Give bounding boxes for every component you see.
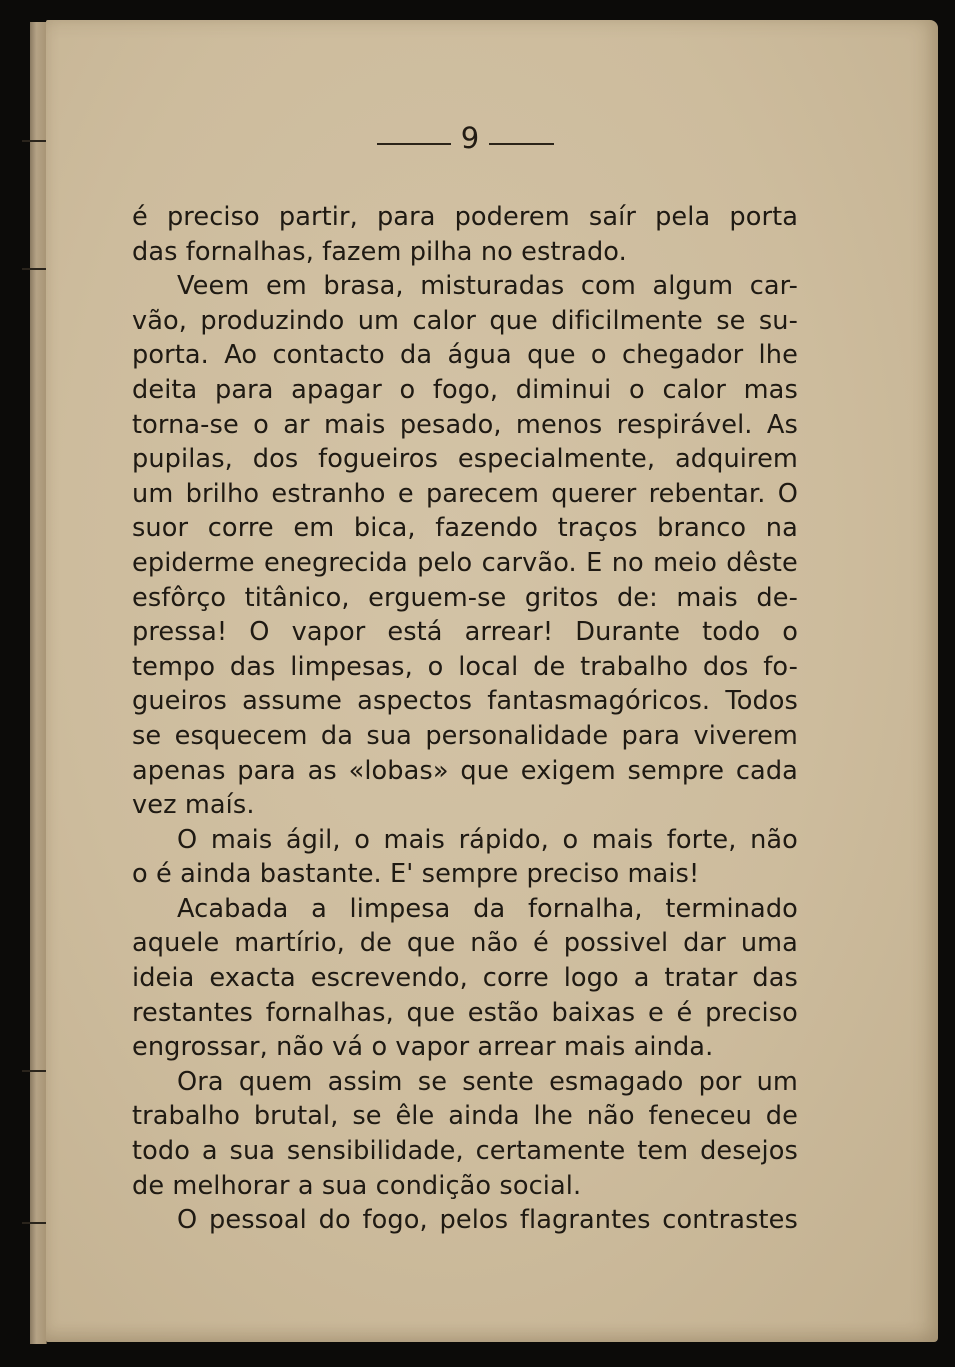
- text-word: logo: [563, 963, 619, 994]
- text-word: o: [562, 824, 579, 855]
- text-word: dar: [683, 928, 726, 959]
- text-line: o é ainda bastante. E' sempre preciso mais!: [132, 859, 700, 890]
- text-word: no: [611, 547, 644, 578]
- text-word: se: [716, 305, 746, 336]
- text-word: fogo,: [432, 374, 499, 405]
- text-line: engrossar, não vá o vapor arrear mais ainda.: [132, 1032, 714, 1063]
- text-word: está: [387, 617, 443, 648]
- text-line: [132, 477, 798, 512]
- text-word: de: [765, 1101, 798, 1132]
- text-word: apenas: [132, 755, 226, 786]
- text-line: [132, 926, 798, 961]
- text-word: se: [132, 720, 162, 751]
- text-word: da: [320, 720, 354, 751]
- text-word: ideia: [132, 963, 195, 994]
- text-word: rápido,: [458, 824, 549, 855]
- text-word: restantes: [132, 997, 253, 1028]
- text-word: deita: [132, 374, 198, 405]
- text-word: o: [399, 374, 416, 405]
- text-word: Todos: [725, 686, 798, 717]
- text-word: misturadas: [420, 271, 565, 302]
- text-word: dificilmente: [551, 305, 703, 336]
- text-word: branco: [657, 513, 747, 544]
- text-word: algum: [652, 271, 734, 302]
- text-word: o: [590, 340, 607, 371]
- text-word: para: [214, 374, 274, 405]
- text-word: corre: [482, 963, 549, 994]
- text-word: pressa!: [132, 617, 228, 648]
- book-spine: [30, 22, 47, 1344]
- text-word: gritos: [524, 582, 599, 613]
- text-word: de: [533, 651, 566, 682]
- text-word: limpesas,: [290, 651, 413, 682]
- text-word: gueiros: [132, 686, 227, 717]
- text-word: corre: [207, 513, 274, 544]
- page-sheet: [46, 20, 938, 1342]
- text-word: limpesa: [349, 893, 451, 924]
- text-word: ágil,: [285, 824, 341, 855]
- text-word: feneceu: [648, 1101, 752, 1132]
- text-word: calor: [412, 305, 476, 336]
- text-word: O: [777, 478, 798, 509]
- text-word: uma: [740, 928, 798, 959]
- text-word: titânico,: [244, 582, 350, 613]
- text-word: lhe: [533, 1101, 573, 1132]
- text-word: fazendo: [435, 513, 538, 544]
- text-word: pelos: [439, 1205, 509, 1236]
- text-word: pessoal: [209, 1205, 307, 1236]
- text-word: aquele: [132, 928, 220, 959]
- text-word: água: [447, 340, 512, 371]
- text-word: do: [318, 1205, 351, 1236]
- text-word: esquecem: [174, 720, 308, 751]
- text-line: [132, 1065, 798, 1100]
- text-word: O: [177, 1205, 198, 1236]
- text-word: a: [201, 1136, 218, 1167]
- text-line: [132, 996, 798, 1031]
- text-word: chegador: [622, 340, 744, 371]
- text-word: em: [265, 271, 307, 302]
- text-word: assume: [242, 686, 342, 717]
- text-word: personalidade: [425, 720, 609, 751]
- text-word: ar: [283, 409, 310, 440]
- body-text: [132, 200, 798, 1238]
- text-word: na: [765, 513, 798, 544]
- text-word: enegrecida: [263, 547, 408, 578]
- text-word: O: [249, 617, 270, 648]
- text-word: saír: [588, 202, 636, 232]
- text-word: para: [237, 755, 296, 786]
- text-word: um: [132, 478, 174, 509]
- text-word: que: [460, 755, 509, 786]
- text-word: mais: [676, 582, 738, 613]
- text-word: brilho: [185, 478, 260, 509]
- text-line: [132, 338, 798, 373]
- text-word: fogueiros: [318, 444, 439, 475]
- text-word: escrevendo,: [310, 963, 468, 994]
- text-word: especialmente,: [457, 444, 656, 475]
- text-word: calor: [662, 374, 726, 405]
- text-word: menos: [515, 409, 603, 440]
- text-word: local: [458, 651, 519, 682]
- text-word: suor: [132, 513, 189, 544]
- text-word: um: [756, 1066, 798, 1097]
- text-line: [132, 1099, 798, 1134]
- text-word: parecem: [425, 478, 540, 509]
- text-word: preciso: [705, 997, 798, 1028]
- text-word: contrastes: [662, 1205, 798, 1236]
- text-word: não: [750, 824, 798, 855]
- text-word: partir,: [278, 202, 358, 232]
- text-line: [132, 511, 798, 546]
- text-line: [132, 1134, 798, 1169]
- text-word: trabalho: [132, 1101, 240, 1132]
- text-word: porta: [729, 202, 798, 232]
- text-word: que: [527, 340, 576, 371]
- text-word: E: [586, 547, 603, 578]
- text-word: sempre: [627, 755, 725, 786]
- text-word: não: [470, 928, 519, 959]
- text-word: certamente: [475, 1136, 626, 1167]
- text-word: martírio,: [234, 928, 345, 959]
- text-line: [132, 823, 798, 858]
- text-word: e: [397, 478, 414, 509]
- text-word: dos: [252, 444, 299, 475]
- text-line: [132, 442, 798, 477]
- text-word: fogo,: [362, 1205, 428, 1236]
- text-word: pela: [655, 202, 711, 232]
- text-word: Ao: [224, 340, 258, 371]
- text-word: cada: [735, 755, 798, 786]
- text-word: da: [400, 340, 433, 371]
- text-line: [132, 615, 798, 650]
- text-word: o: [354, 824, 370, 855]
- text-word: esfôrço: [132, 582, 227, 613]
- text-word: pupilas,: [132, 444, 233, 475]
- text-word: mais: [591, 824, 654, 855]
- text-word: é: [132, 202, 148, 232]
- text-word: brasa,: [323, 271, 404, 302]
- text-line: [132, 546, 798, 581]
- text-word: é: [533, 928, 549, 959]
- text-word: Acabada: [177, 893, 289, 924]
- text-word: tratar: [664, 963, 738, 994]
- text-word: contacto: [272, 340, 385, 371]
- text-word: apagar: [291, 374, 382, 405]
- text-word: Veem: [177, 271, 250, 302]
- text-word: por: [698, 1066, 742, 1097]
- text-word: epiderme: [132, 547, 255, 578]
- text-word: sua: [366, 720, 412, 751]
- text-word: carvão.: [481, 547, 577, 578]
- text-word: todo: [702, 617, 761, 648]
- text-word: possivel: [563, 928, 669, 959]
- text-word: mais: [383, 824, 445, 855]
- text-word: trabalho: [580, 651, 689, 682]
- text-word: se: [417, 1066, 448, 1097]
- text-word: preciso: [166, 202, 260, 232]
- text-word: estão: [467, 997, 539, 1028]
- text-word: em: [293, 513, 335, 544]
- text-word: exacta: [209, 963, 296, 994]
- text-word: bica,: [353, 513, 416, 544]
- text-line: das fornalhas, fazem pilha no estrado.: [132, 236, 627, 267]
- text-word: se: [352, 1101, 382, 1132]
- text-word: O: [177, 824, 198, 855]
- text-word: pesado,: [399, 409, 502, 440]
- text-word: baixas: [551, 997, 636, 1028]
- text-word: a: [633, 963, 650, 994]
- text-word: assim: [327, 1066, 403, 1097]
- text-word: que: [406, 997, 456, 1028]
- text-word: porta.: [132, 340, 209, 371]
- text-word: erguem-se: [368, 582, 507, 613]
- text-word: flagrantes: [519, 1205, 651, 1236]
- page-header: [46, 118, 938, 158]
- text-word: fantasmagóricos.: [487, 686, 711, 717]
- text-word: não: [586, 1101, 635, 1132]
- text-word: de-: [756, 582, 798, 613]
- text-line: [132, 684, 798, 719]
- text-line: [132, 1203, 798, 1238]
- text-word: poderem: [454, 202, 570, 232]
- text-word: Durante: [575, 617, 681, 648]
- text-word: terminado: [665, 893, 798, 924]
- text-word: car-: [749, 271, 798, 302]
- text-line: [132, 200, 798, 235]
- text-word: ainda: [448, 1101, 520, 1132]
- text-word: brutal,: [253, 1101, 339, 1132]
- text-word: arrear!: [464, 617, 554, 648]
- text-word: sua: [229, 1136, 276, 1167]
- text-word: dos: [702, 651, 749, 682]
- text-word: vapor: [291, 617, 366, 648]
- text-word: «lobas»: [348, 755, 449, 786]
- text-word: esmagado: [549, 1066, 684, 1097]
- text-word: sente: [462, 1066, 534, 1097]
- text-word: fornalhas,: [265, 997, 394, 1028]
- text-line: vez maís.: [132, 790, 255, 821]
- text-word: o: [782, 617, 798, 648]
- text-word: mais: [324, 409, 386, 440]
- text-word: mas: [743, 374, 798, 405]
- text-word: su-: [758, 305, 798, 336]
- text-word: é: [676, 997, 693, 1028]
- text-word: da: [473, 893, 506, 924]
- text-word: de:: [616, 582, 658, 613]
- text-word: das: [229, 651, 276, 682]
- text-line: [132, 408, 798, 443]
- text-word: o: [427, 651, 444, 682]
- text-word: tem: [637, 1136, 689, 1167]
- text-word: exigem: [520, 755, 616, 786]
- text-word: traços: [557, 513, 638, 544]
- header-rule-right: [489, 143, 554, 145]
- text-word: adquirem: [675, 444, 798, 475]
- text-word: respirável.: [616, 409, 753, 440]
- text-word: todo: [132, 1136, 190, 1167]
- text-line: [132, 754, 798, 789]
- text-line: [132, 373, 798, 408]
- text-word: diminui: [515, 374, 612, 405]
- text-word: um: [357, 305, 400, 336]
- text-word: viverem: [693, 720, 798, 751]
- text-word: estranho: [271, 478, 386, 509]
- text-line: [132, 719, 798, 754]
- text-word: torna-se: [132, 409, 239, 440]
- text-word: vão,: [132, 305, 188, 336]
- text-word: êle: [395, 1101, 435, 1132]
- text-word: tempo: [132, 651, 216, 682]
- text-word: mais: [210, 824, 273, 855]
- text-line: de melhorar a sua condição social.: [132, 1170, 582, 1201]
- text-word: dêste: [726, 547, 798, 578]
- text-word: meio: [653, 547, 717, 578]
- text-word: lhe: [758, 340, 798, 371]
- text-word: aspectos: [357, 686, 473, 717]
- text-word: a: [311, 893, 327, 924]
- text-word: forte,: [666, 824, 737, 855]
- text-word: As: [766, 409, 798, 440]
- text-word: de: [359, 928, 392, 959]
- text-word: fo-: [763, 651, 798, 682]
- text-line: [132, 892, 798, 927]
- text-line: [132, 650, 798, 685]
- text-word: o: [629, 374, 645, 405]
- text-word: as: [307, 755, 337, 786]
- text-word: pelo: [417, 547, 473, 578]
- header-rule-left: [377, 143, 451, 145]
- text-word: querer: [551, 478, 637, 509]
- text-line: [132, 581, 798, 616]
- text-line: [132, 961, 798, 996]
- text-word: Ora: [177, 1066, 224, 1097]
- page-number: 9: [460, 121, 480, 155]
- text-word: sensibilidade,: [286, 1136, 464, 1167]
- text-word: desejos: [700, 1136, 798, 1167]
- text-word: com: [580, 271, 636, 302]
- text-word: fornalha,: [527, 893, 643, 924]
- text-word: para: [621, 720, 681, 751]
- text-line: [132, 269, 798, 304]
- text-line: [132, 304, 798, 339]
- text-word: das: [752, 963, 798, 994]
- text-word: para: [376, 202, 436, 232]
- text-word: o: [253, 409, 269, 440]
- text-word: que: [406, 928, 456, 959]
- text-word: quem: [238, 1066, 313, 1097]
- text-word: e: [647, 997, 664, 1028]
- text-word: produzindo: [200, 305, 345, 336]
- text-word: que: [489, 305, 538, 336]
- text-word: rebentar.: [648, 478, 766, 509]
